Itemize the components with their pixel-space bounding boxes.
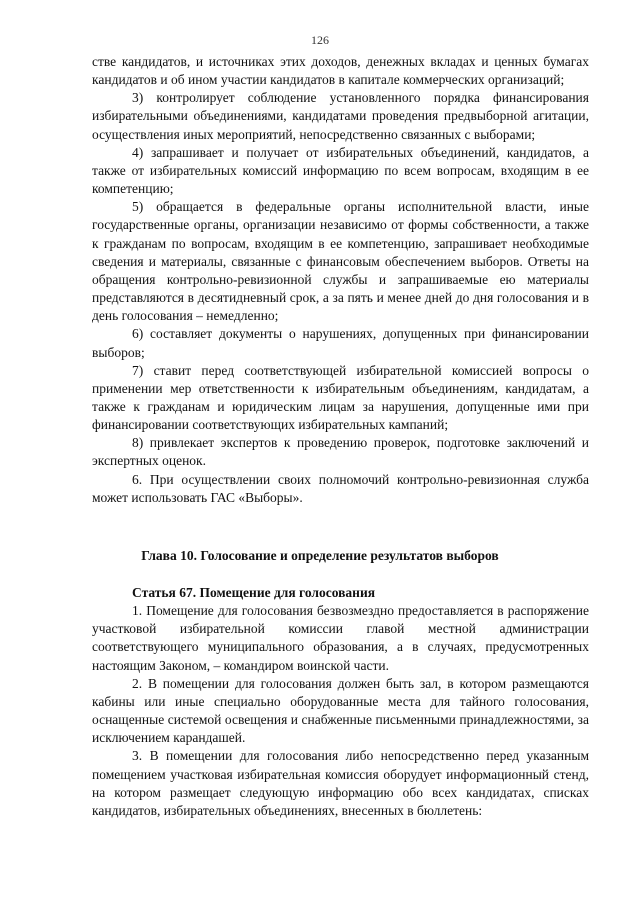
chapter-title: Глава 10. Голосование и определение результатов выборов (141, 548, 499, 563)
document-body-top (92, 53, 589, 507)
list-item-5: 5) обращается в федеральные органы исполнительной власти, иные государственные органы, организации независимо от формы собственности, а также к гражданам по вопросам, входящим в ее компетенцию, запрашивает необходимые сведения и материалы, связанные с финансовым обеспечением выборов. Ответы на обращения контрольно-ревизионной службы и запрашиваемые ею материалы представляются в десятидневный срок, а за пять и менее дней до дня голосования и в день голосования – немедленно; (92, 199, 589, 324)
article-paragraph-1: 1. Помещение для голосования безвозмездно предоставляется в распоряжение участковой избирательной комиссии главой местной администрации соответствующего муниципального образования, а в случаях, предусмотренных настоящим Законом, – командиром воинской части. (92, 603, 589, 673)
article-paragraph-3: 3. В помещении для голосования либо непосредственно перед указанным помещением участковая избирательная комиссия оборудует информационный стенд, на котором размещает следующую информацию обо всех кандидатах, списках кандидатов, избирательных объединениях, внесенных в бюллетень: (92, 748, 589, 818)
list-item-7: 7) ставит перед соответствующей избирательной комиссией вопросы о применении мер ответственности к избирательным объединениям, кандидатам, а также к гражданам и юридическим лицам за нарушения, допущенные ими при финансировании соответствующих избирательных кампаний; (92, 362, 589, 433)
list-item-6: 6) составляет документы о нарушениях, допущенных при финансировании выборов; (92, 326, 589, 360)
list-item-8: 8) привлекает экспертов к проведению проверок, подготовке заключений и экспертных оценок. (92, 435, 589, 469)
article-67 (92, 584, 589, 820)
article-title: Статья 67. Помещение для голосования (132, 585, 376, 600)
page-number: 126 (311, 33, 329, 47)
list-item-4: 4) запрашивает и получает от избирательных объединений, кандидатов, а также от избирательных комиссий информацию по всем вопросам, входящим в ее компетенцию; (92, 144, 589, 197)
article-paragraph-2: 2. В помещении для голосования должен быть зал, в котором размещаются кабины или иные специально оборудованные места для тайного голосования, оснащенные системой освещения и снабженные письменными принадлежностями, за исключением карандашей. (92, 675, 589, 746)
paragraph-6: 6. При осуществлении своих полномочий контрольно-ревизионная служба может использовать ГАС «Выборы». (92, 471, 589, 505)
paragraph-continuation: стве кандидатов, и источниках этих доходов, денежных вкладах и ценных бумагах кандидатов и об ином участии кандидатов в капитале коммерческих организаций; (92, 54, 589, 88)
list-item-3: 3) контролирует соблюдение установленного порядка финансирования избирательными объединениями, кандидатами проведения предвыборной агитации, осуществления иных мероприятий, непосредственно связанных с выборами; (92, 90, 589, 142)
